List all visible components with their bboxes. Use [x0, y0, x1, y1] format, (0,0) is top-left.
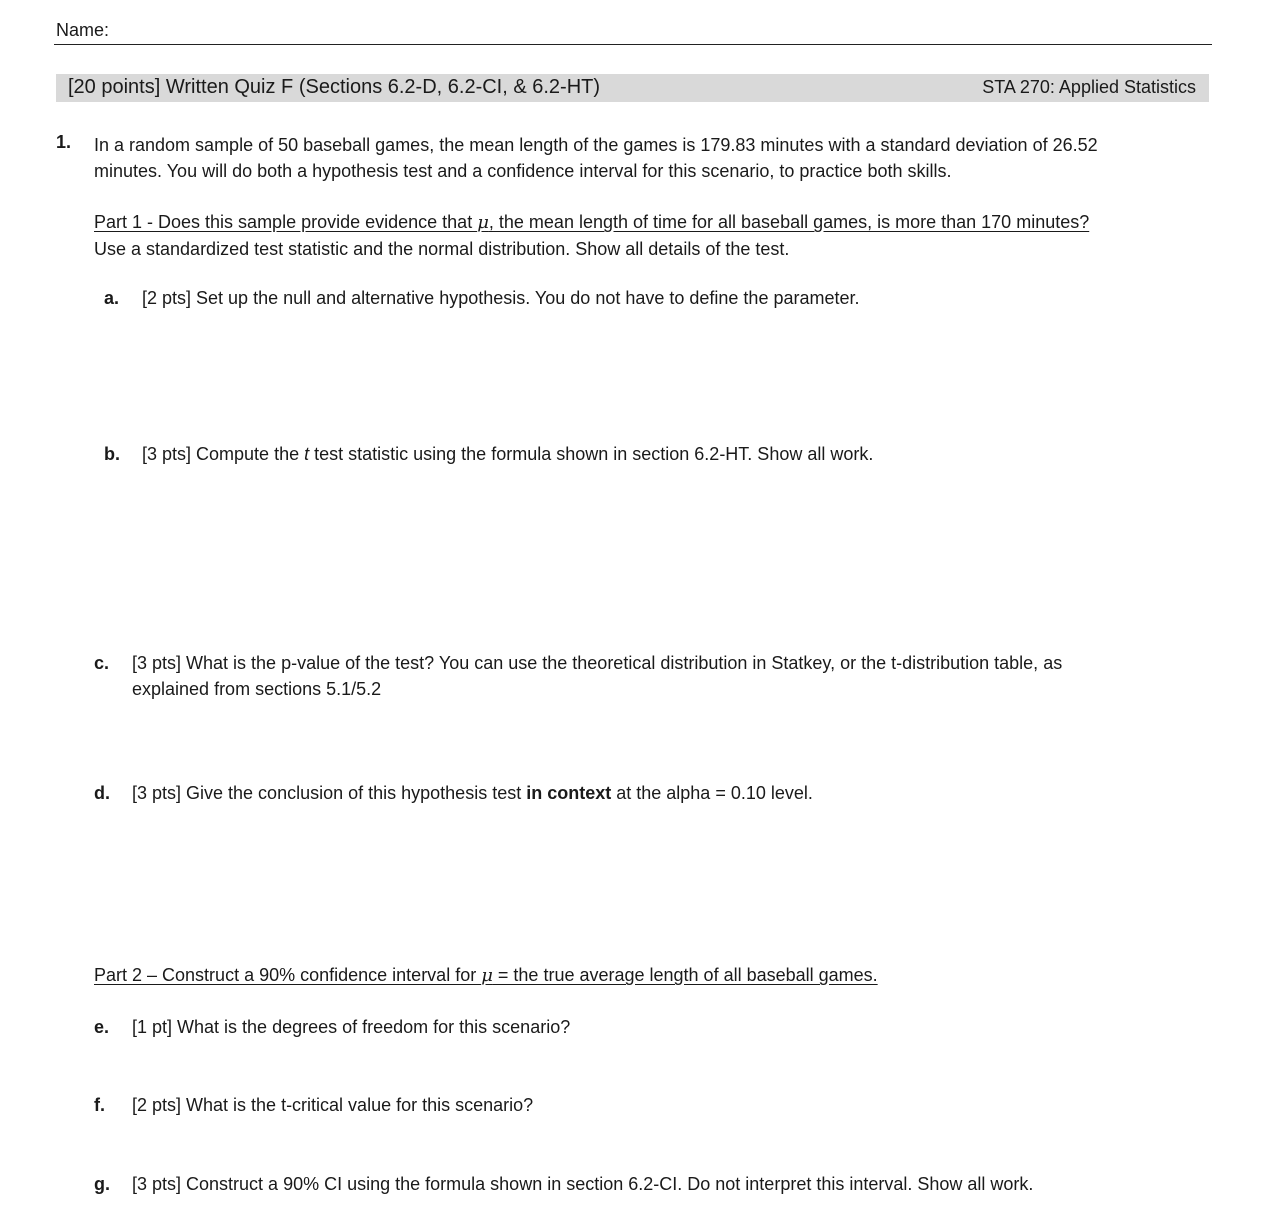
item-e-text: [1 pt] What is the degrees of freedom for this scenario? [132, 1017, 571, 1037]
item-c-letter: c. [94, 653, 110, 673]
mu-symbol: μ [477, 212, 489, 233]
question-text [94, 132, 1098, 184]
mu-symbol: μ [481, 965, 493, 986]
item-d-text: [3 pts] Give the conclusion of this hypothesis test in context at the alpha = 0.10 level. [132, 783, 813, 803]
question-line-2: minutes. You will do both a hypothesis test and a confidence interval for this scenario, to practice both skills. [94, 161, 952, 181]
part1-instructions: Use a standardized test statistic and the normal distribution. Show all details of the test. [94, 239, 790, 259]
question-line-1: In a random sample of 50 baseball games, the mean length of the games is 179.83 minutes with a standard deviation of 26.52 [94, 135, 1098, 155]
item-g-letter: g. [94, 1174, 110, 1194]
item-a-letter: a. [104, 288, 120, 308]
item-e-letter: e. [94, 1017, 110, 1037]
item-c-text: [3 pts] What is the p-value of the test? You can use the theoretical distribution in Statkey, or the t-distribution table, as explained from sections 5.1/5.2 [132, 653, 1063, 699]
item-b-letter: b. [104, 444, 120, 464]
quiz-title: [20 points] Written Quiz F (Sections 6.2-D, 6.2-CI, & 6.2-HT) [68, 76, 601, 98]
part2-title: Part 2 – Construct a 90% confidence interval for μ = the true average length of all baseball games. [94, 965, 878, 986]
course-title: STA 270: Applied Statistics [982, 77, 1196, 97]
part1-title: Part 1 - Does this sample provide evidence that μ, the mean length of time for all baseball games, is more than 170 minutes? [94, 212, 1090, 233]
question-number: 1. [56, 132, 72, 152]
item-a-text: [2 pts] Set up the null and alternative hypothesis. You do not have to define the parameter. [142, 288, 860, 308]
item-b-text: [3 pts] Compute the t test statistic using the formula shown in section 6.2-HT. Show all work. [142, 444, 874, 464]
name-answer-line [54, 44, 1212, 45]
item-g-text: [3 pts] Construct a 90% CI using the formula shown in section 6.2-CI. Do not interpret this interval. Show all work. [132, 1174, 1034, 1194]
item-f-text: [2 pts] What is the t-critical value for this scenario? [132, 1095, 534, 1115]
part1-heading [94, 209, 1089, 262]
item-f-letter: f. [94, 1095, 105, 1115]
item-d-letter: d. [94, 783, 110, 803]
name-label: Name: [56, 20, 110, 40]
